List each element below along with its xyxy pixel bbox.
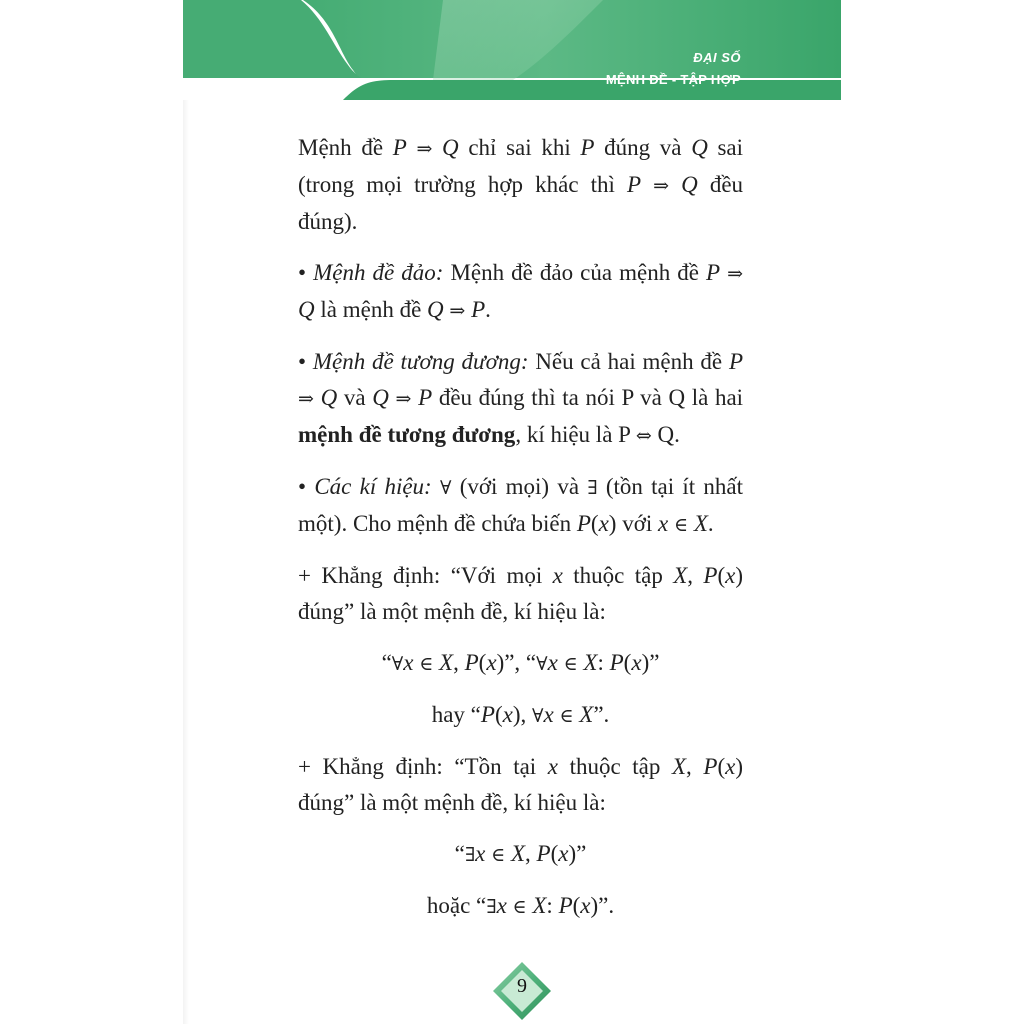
forall-notation-alt: hay “P(x), ∀x ∈ X”. <box>431 702 610 727</box>
text: sai (trong mọi trường hợp khác thì <box>298 135 744 197</box>
paragraph-forall: + Khẳng định: “Với mọi x thuộc tập X, P(x) đúng” là một mệnh đề, kí hiệu là: <box>298 563 744 624</box>
symbols-label: Các kí hiệu: <box>314 474 432 499</box>
bullet-icon: • <box>298 474 307 499</box>
paragraph-symbols: • Các kí hiệu: ∀ (với mọi) và ∃ (tồn tại ít nhất một). Cho mệnh đề chứa biến P(x) với x ∈ X. <box>298 474 744 536</box>
exists-notation: “∃x ∈ X, P(x)” <box>454 841 587 866</box>
text: đúng và <box>604 135 682 160</box>
page-content <box>298 130 743 925</box>
text: chỉ sai khi <box>468 135 571 160</box>
equiv-label: Mệnh đề tương đương: <box>312 349 529 374</box>
page-shadow <box>183 0 189 1024</box>
subject-label: ĐẠI SỐ <box>693 50 741 65</box>
bullet-icon: • <box>298 260 307 285</box>
paragraph-implication: Mệnh đề P ⇒ Q chỉ sai khi P đúng và Q sai (trong mọi trường hợp khác thì P ⇒ Q đều đúng). <box>298 135 744 234</box>
paragraph-exists: + Khẳng định: “Tồn tại x thuộc tập X, P(x) đúng” là một mệnh đề, kí hiệu là: <box>298 754 744 815</box>
forall-notation: “∀x ∈ X, P(x)”, “∀x ∈ X: P(x)” <box>381 650 660 675</box>
header-banner <box>183 0 841 100</box>
bullet-icon: • <box>298 349 307 374</box>
equiv-bold: mệnh đề tương đương <box>298 422 516 447</box>
text: đều đúng). <box>298 172 744 234</box>
exists-notation-alt: hoặc “∃x ∈ X: P(x)”. <box>426 893 615 918</box>
text: Mệnh đề <box>298 135 384 160</box>
page-number: 9 <box>517 975 527 997</box>
converse-label: Mệnh đề đảo: <box>313 260 444 285</box>
chapter-title: MỆNH ĐỀ - TẬP HỢP <box>605 72 741 87</box>
paragraph-equivalence: • Mệnh đề tương đương: Nếu cả hai mệnh đề P ⇒ Q và Q ⇒ P đều đúng thì ta nói P và Q là hai mệnh đề tương đương, kí hiệu là P ⇔ Q. <box>298 349 744 447</box>
paragraph-converse: • Mệnh đề đảo: Mệnh đề đảo của mệnh đề P ⇒ Q là mệnh đề Q ⇒ P. <box>298 260 744 322</box>
